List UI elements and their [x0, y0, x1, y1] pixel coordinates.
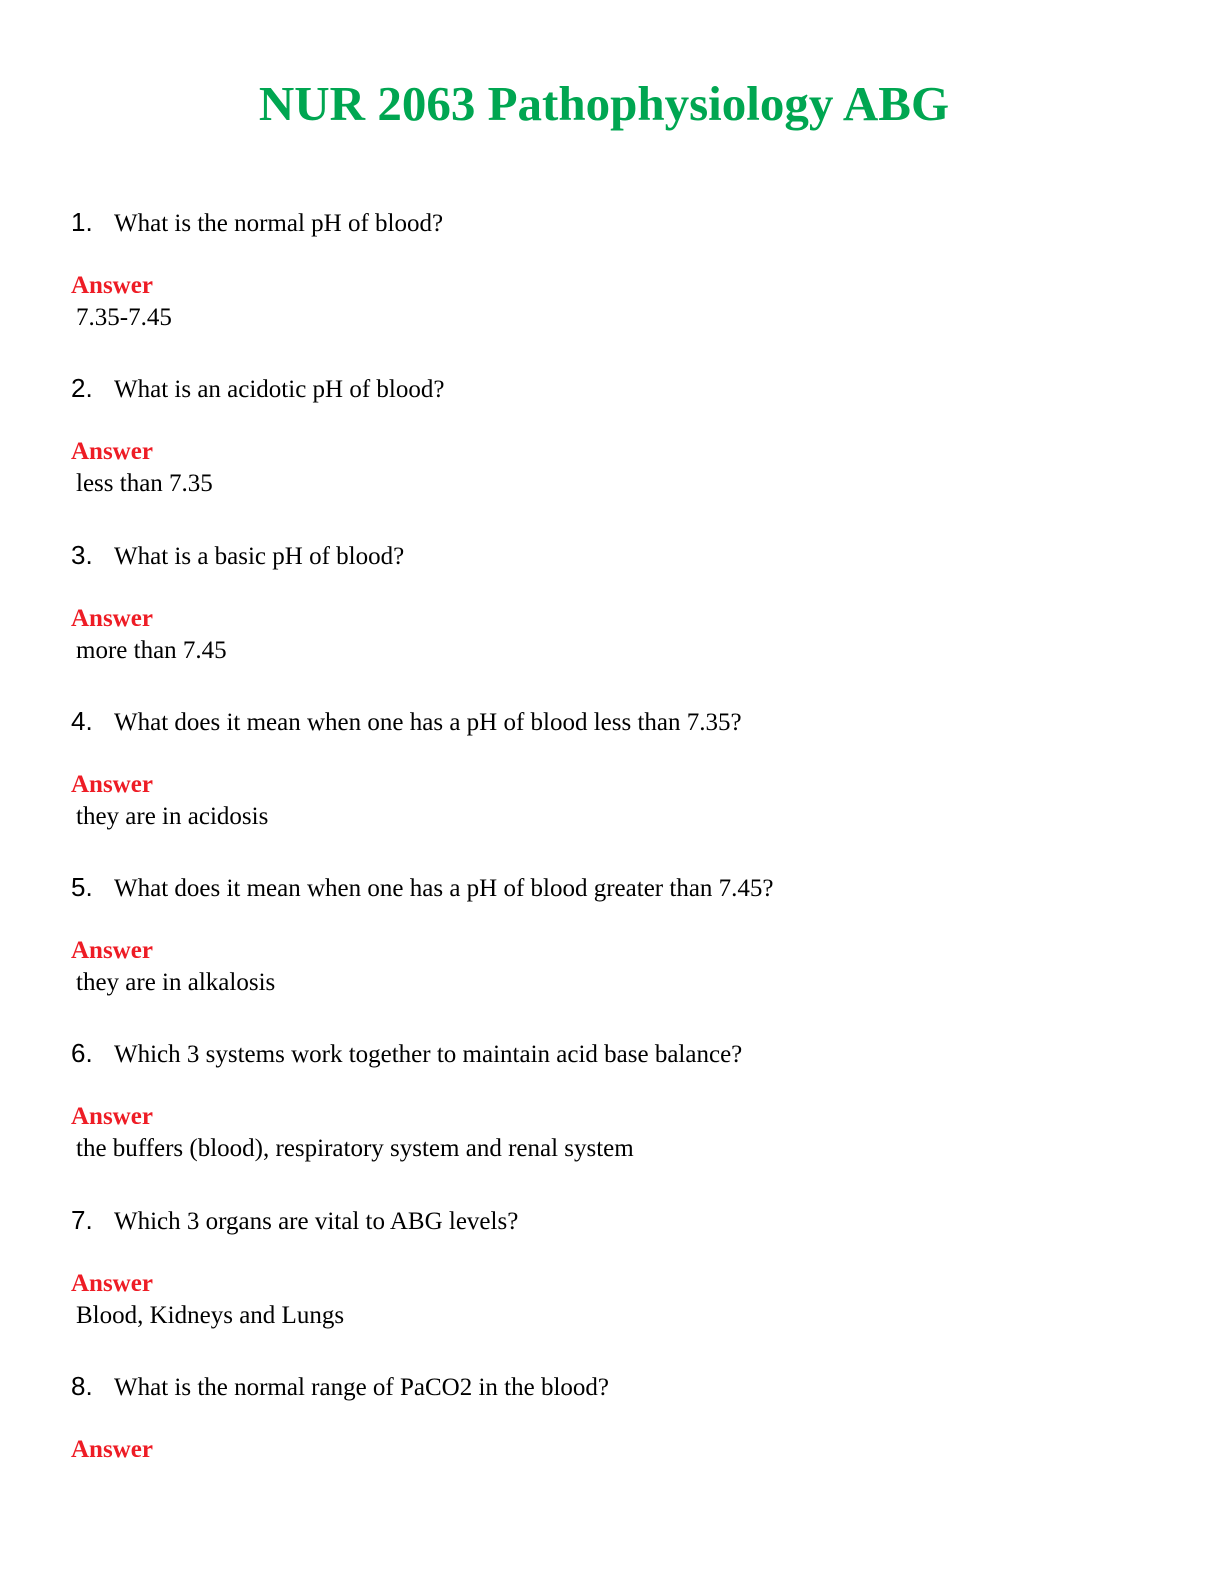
question-line	[71, 368, 444, 408]
question-line	[71, 701, 742, 741]
answer-label: Answer	[71, 604, 153, 632]
question-item-1	[71, 202, 1171, 368]
answer-label: Answer	[71, 937, 153, 965]
question-text: What is an acidotic pH of blood?	[114, 376, 445, 404]
answer-label: Answer	[71, 438, 153, 466]
question-number: 7.	[71, 1204, 93, 1235]
question-item-8	[71, 1366, 1171, 1532]
answer-label: Answer	[71, 770, 153, 798]
question-item-2	[71, 368, 1171, 534]
question-item-7	[71, 1200, 1171, 1366]
question-text: What is the normal pH of blood?	[114, 210, 444, 237]
question-text: Which 3 organs are vital to ABG levels?	[114, 1207, 519, 1235]
question-item-4	[71, 701, 1171, 867]
answer-text: the buffers (blood), respiratory system and renal system	[76, 1135, 634, 1163]
question-number: 5.	[71, 872, 93, 903]
question-text: Which 3 systems work together to maintain acid base balance?	[114, 1041, 743, 1069]
question-line	[71, 1200, 518, 1240]
question-text: What is a basic pH of blood?	[114, 542, 405, 570]
question-item-5	[71, 867, 1171, 1033]
answer-label: Answer	[71, 272, 153, 299]
answer-text: Blood, Kidneys and Lungs	[76, 1301, 345, 1329]
answer-text: they are in acidosis	[76, 802, 269, 830]
question-number: 1.	[71, 207, 93, 237]
question-line	[71, 202, 443, 242]
question-number: 3.	[71, 539, 93, 570]
question-list	[71, 202, 1171, 1532]
answer-text: 7.35-7.45	[76, 304, 172, 331]
question-text: What is the normal range of PaCO2 in the blood?	[114, 1374, 610, 1402]
question-line	[71, 535, 404, 575]
question-item-3	[71, 535, 1171, 701]
document-title: NUR 2063 Pathophysiology ABG	[258, 76, 950, 131]
question-line	[71, 1033, 742, 1073]
answer-label: Answer	[71, 1436, 153, 1464]
answer-text: they are in alkalosis	[76, 969, 276, 997]
question-number: 6.	[71, 1038, 93, 1069]
question-number: 4.	[71, 705, 93, 736]
answer-text: less than 7.35	[76, 470, 213, 498]
question-item-6	[71, 1033, 1171, 1199]
answer-label: Answer	[71, 1269, 153, 1297]
answer-label: Answer	[71, 1103, 153, 1131]
question-text: What does it mean when one has a pH of blood greater than 7.45?	[114, 875, 774, 903]
answer-text: more than 7.45	[76, 636, 227, 664]
question-line	[71, 1366, 609, 1406]
question-number: 2.	[71, 373, 93, 404]
question-text: What does it mean when one has a pH of blood less than 7.35?	[114, 708, 742, 736]
question-number: 8.	[71, 1371, 93, 1402]
question-line	[71, 867, 774, 907]
